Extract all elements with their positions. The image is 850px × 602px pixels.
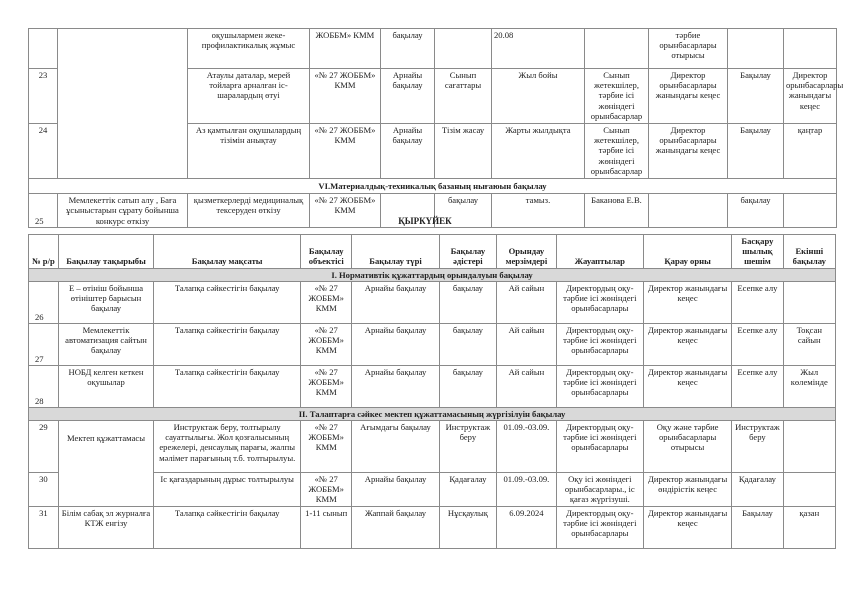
section-header-row xyxy=(29,179,837,194)
management-decision: Бақылау xyxy=(728,124,784,179)
review-place: Директор орынбасарлары жанындағы кеңес xyxy=(649,69,728,124)
month-title: ҚЫРКҮЙЕК xyxy=(398,216,452,226)
control-type: Арнайы бақылау xyxy=(352,473,439,507)
management-decision: Есепке алу xyxy=(732,365,783,407)
control-object: «№ 27 ЖОББМ» КММ xyxy=(310,194,381,228)
control-topic: Білім сабақ эл журналға КТЖ енгізу xyxy=(58,506,153,548)
row-number: 30 xyxy=(29,473,59,507)
second-control xyxy=(783,473,835,507)
control-object: «№ 27 ЖОББМ» КММ xyxy=(310,69,381,124)
section-vi-title: VI.Материалдық-техникалық базаның нығаюын бақылау xyxy=(29,179,837,194)
row-number: 24 xyxy=(29,124,58,179)
section-header-row xyxy=(29,407,836,420)
second-control xyxy=(784,29,837,69)
deadline: Ай сайын xyxy=(497,323,557,365)
control-goal: қызметкерлерді медициналық тексеруден өткізу xyxy=(188,194,310,228)
control-method: Қадағалау xyxy=(439,473,496,507)
second-control xyxy=(783,281,835,323)
control-topic xyxy=(58,29,188,179)
row-number: 28 xyxy=(29,365,59,407)
control-topic: Е – өтініш бойынша өтініштер барысын бақылау xyxy=(58,281,153,323)
header-topic: Бақылау тақырыбы xyxy=(58,235,153,269)
control-method: Инструктаж беру xyxy=(439,421,496,473)
control-topic: Мемлекеттік сатып алу , Баға ұсыныстарын сұрату бойынша конкурс өткізу xyxy=(58,194,188,228)
control-goal: Атаулы даталар, мерей тойларға арналған іс-шаралардың өтуі xyxy=(188,69,310,124)
management-decision: Қадағалау xyxy=(732,473,783,507)
responsible: Оқу ісі жөніндегі орынбасарлары., іс қағаз жүргізуші. xyxy=(556,473,643,507)
control-goal: Инструктаж беру, толтырылу сауаттылығы. Жол қозғалысының ережелері, денсаулық парағы, жалпы мәлімет парағының т.б. толтырылуы. xyxy=(154,421,301,473)
header-decision: Басқару шылық шешім xyxy=(732,235,783,269)
control-method: бақылау xyxy=(435,194,492,228)
management-decision xyxy=(728,29,784,69)
table-row xyxy=(29,506,836,548)
table-row xyxy=(29,29,837,69)
header-responsible: Жауаптылар xyxy=(556,235,643,269)
deadline: 01.09.-03.09. xyxy=(497,421,557,473)
responsible xyxy=(585,29,649,69)
control-type: бақылау xyxy=(381,29,435,69)
management-decision: Бақылау xyxy=(732,506,783,548)
review-place: Директор жанындағы кеңес xyxy=(643,323,731,365)
control-goal: Талапқа сәйкестігін бақылау xyxy=(154,281,301,323)
review-place: Директор жанындағы кеңес xyxy=(643,365,731,407)
responsible: Директордың оқу-тәрбие ісі жөніндегі орынбасарлары xyxy=(556,281,643,323)
table-row xyxy=(29,323,836,365)
control-method: Тізім жасау xyxy=(435,124,492,179)
header-type: Бақылау түрі xyxy=(352,235,439,269)
second-control: Жыл көлемінде xyxy=(783,365,835,407)
table-row xyxy=(29,365,836,407)
control-object: «№ 27 ЖОББМ» КММ xyxy=(310,124,381,179)
section-ii-title: II. Талаптарға сәйкес мектеп құжаттамасының жүргізілуін бақылау xyxy=(29,407,836,420)
management-decision: Есепке алу xyxy=(732,323,783,365)
header-object: Бақылау объектісі xyxy=(301,235,352,269)
control-type: Арнайы бақылау xyxy=(381,124,435,179)
control-goal: Талапқа сәйкестігін бақылау xyxy=(154,506,301,548)
management-decision: Инструктаж беру xyxy=(732,421,783,473)
second-control: қазан xyxy=(783,506,835,548)
management-decision: Есепке алу xyxy=(732,281,783,323)
control-object: «№ 27 ЖОББМ» КММ xyxy=(301,281,352,323)
control-method xyxy=(435,29,492,69)
deadline: тамыз. xyxy=(492,194,585,228)
control-goal: Аз қамтылған оқушылардың тізімін анықтау xyxy=(188,124,310,179)
management-decision: Бақылау xyxy=(728,69,784,124)
row-number: 29 xyxy=(29,421,59,473)
control-goal: Талапқа сәйкестігін бақылау xyxy=(154,323,301,365)
control-method: бақылау xyxy=(439,281,496,323)
row-number: 25 xyxy=(29,194,58,228)
header-deadline: Орындау мерзімдері xyxy=(497,235,557,269)
deadline: Ай сайын xyxy=(497,281,557,323)
control-method: Нұсқаулық xyxy=(439,506,496,548)
review-place: Директор жанындағы өндірістік кеңес xyxy=(643,473,731,507)
table-row xyxy=(29,281,836,323)
header-method: Бақылау әдістері xyxy=(439,235,496,269)
control-object: «№ 27 ЖОББМ» КММ xyxy=(301,365,352,407)
responsible: Директордың оқу-тәрбие ісі жөніндегі орынбасарлары xyxy=(556,323,643,365)
control-method: Сынып сағаттары xyxy=(435,69,492,124)
row-number xyxy=(29,29,58,69)
section-i-title: I. Нормативтік құжаттардың орындалуын бақылау xyxy=(29,268,836,281)
second-control: Директор орынбасарлары жанындағы кеңес xyxy=(784,69,837,124)
control-plan-table-continuation xyxy=(28,28,844,228)
review-place: Директор жанындағы кеңес xyxy=(643,281,731,323)
control-type: Арнайы бақылау xyxy=(352,365,439,407)
control-object: «№ 27 ЖОББМ» КММ xyxy=(301,473,352,507)
second-control: қаңтар xyxy=(784,124,837,179)
header-no: № р/р xyxy=(29,235,59,269)
control-type: Арнайы бақылау xyxy=(352,281,439,323)
control-object: 1-11 сынып xyxy=(301,506,352,548)
section-header-row xyxy=(29,268,836,281)
control-type: Арнайы бақылау xyxy=(352,323,439,365)
review-place: тәрбие орынбасарлары отырысы xyxy=(649,29,728,69)
second-control xyxy=(783,421,835,473)
control-topic: Мемлекеттік автоматизация сайтын бақылау xyxy=(58,323,153,365)
deadline: Жарты жылдықта xyxy=(492,124,585,179)
deadline: Ай сайын xyxy=(497,365,557,407)
responsible: Директордың оқу-тәрбие ісі жөніндегі орынбасарлары xyxy=(556,365,643,407)
responsible: Директордың оқу-тәрбие ісі жөніндегі орынбасарлары xyxy=(556,421,643,473)
second-control: Тоқсан сайын xyxy=(783,323,835,365)
control-object: ЖОББМ» КММ xyxy=(310,29,381,69)
deadline: 6.09.2024 xyxy=(497,506,557,548)
responsible: Баканова Е.В. xyxy=(585,194,649,228)
row-number: 27 xyxy=(29,323,59,365)
control-object: «№ 27 ЖОББМ» КММ xyxy=(301,323,352,365)
control-goal: Талапқа сәйкестігін бақылау xyxy=(154,365,301,407)
header-review: Қарау орны xyxy=(643,235,731,269)
control-goal: Іс қағаздарының дұрыс толтырылуы xyxy=(154,473,301,507)
review-place: Оқу және тәрбие орынбасарлары отырысы xyxy=(643,421,731,473)
deadline: 20.08 xyxy=(492,29,585,69)
responsible: Сынып жетекшілер, тәрбие ісі жөніндегі орынбасарлар xyxy=(585,124,649,179)
control-object: «№ 27 ЖОББМ» КММ xyxy=(301,421,352,473)
control-plan-table-september xyxy=(28,234,836,549)
row-number: 23 xyxy=(29,69,58,124)
header-goal: Бақылау мақсаты xyxy=(154,235,301,269)
deadline: Жыл бойы xyxy=(492,69,585,124)
review-place: Директор жанындағы кеңес xyxy=(643,506,731,548)
table-header-row xyxy=(29,235,836,269)
control-type: Жаппай бақылау xyxy=(352,506,439,548)
control-method: бақылау xyxy=(439,365,496,407)
control-topic: Мектеп құжаттамасы xyxy=(58,421,153,507)
control-type: Арнайы бақылау xyxy=(381,69,435,124)
control-topic: НОБД келген кеткен оқушылар xyxy=(58,365,153,407)
row-number: 31 xyxy=(29,506,59,548)
deadline: 01.09.-03.09. xyxy=(497,473,557,507)
review-place: Директор орынбасарлары жанындағы кеңес xyxy=(649,124,728,179)
control-type: Ағымдағы бақылау xyxy=(352,421,439,473)
control-method: бақылау xyxy=(439,323,496,365)
row-number: 26 xyxy=(29,281,59,323)
responsible: Сынып жетекшілер, тәрбие ісі жөніндегі орынбасарлар xyxy=(585,69,649,124)
control-goal: оқушылармен жеке-профилактикалық жұмыс xyxy=(188,29,310,69)
responsible: Директордың оқу-тәрбие ісі жөніндегі орынбасарлары xyxy=(556,506,643,548)
table-row xyxy=(29,421,836,473)
management-decision: бақылау xyxy=(728,194,784,228)
header-second: Екінші бақылау xyxy=(783,235,835,269)
